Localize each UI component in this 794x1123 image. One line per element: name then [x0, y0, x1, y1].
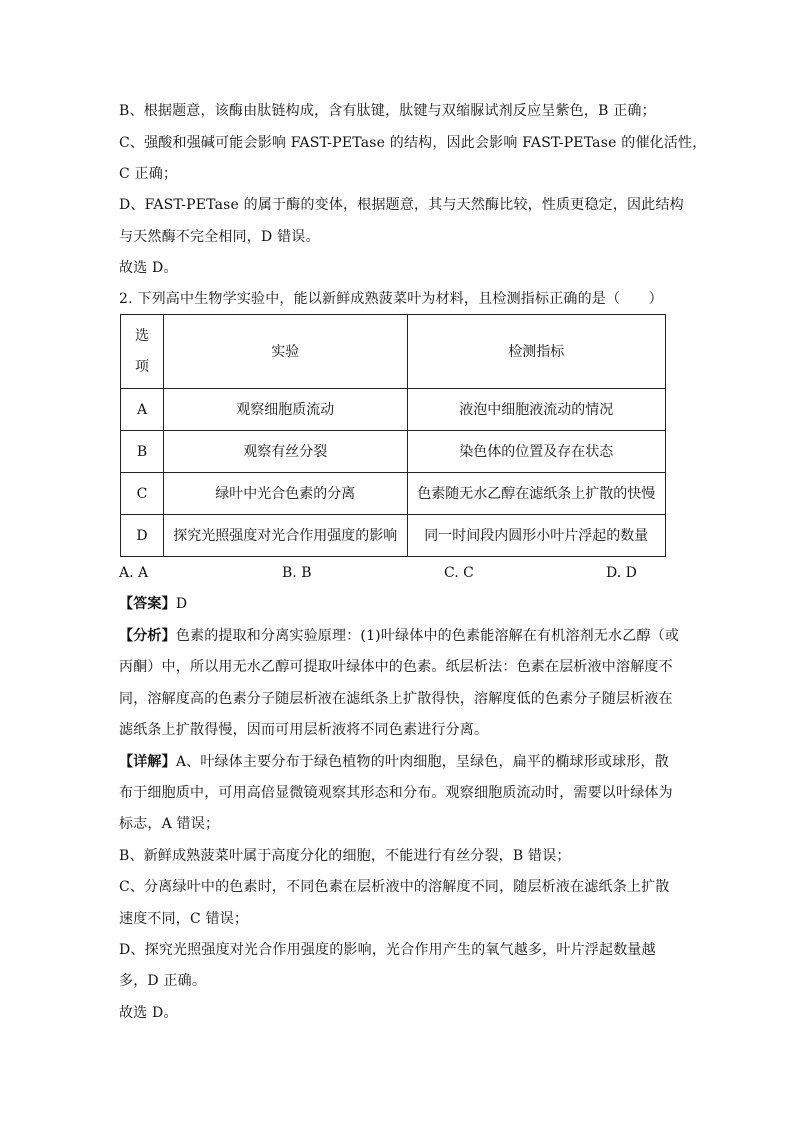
- table-cell-option: D: [121, 515, 164, 557]
- detail-conclusion: 故选 D。: [119, 1005, 178, 1021]
- detail-line-2: 布于细胞质中，可用高倍显微镜观察其形态和分布。观察细胞质流动时，需要以叶绿体为: [119, 785, 673, 801]
- table-cell-indicator: 染色体的位置及存在状态: [407, 431, 665, 473]
- analysis-line-2: 丙酮）中，所以用无水乙醇可提取叶绿体中的色素。纸层析法：色素在层析液中溶解度不: [119, 659, 673, 675]
- detail-line-4: B、新鲜成熟菠菜叶属于高度分化的细胞，不能进行有丝分裂，B 错误；: [119, 848, 571, 864]
- paragraph-b-explanation: B、根据题意，该酶由肽链构成，含有肽键，肽键与双缩脲试剂反应呈紫色，B 正确；: [119, 103, 656, 119]
- option-b: B. B: [282, 565, 312, 581]
- analysis-label: 【分析】: [119, 628, 176, 644]
- paragraph-conclusion-1: 故选 D。: [119, 260, 178, 276]
- detail-line-3: 标志，A 错误；: [119, 816, 220, 832]
- question-stem: 2. 下列高中生物学实验中，能以新鲜成熟菠菜叶为材料，且检测指标正确的是（ ）: [119, 291, 663, 307]
- option-a: A. A: [119, 565, 149, 581]
- table-row: [121, 473, 666, 515]
- table-header-option: 选项: [121, 315, 164, 389]
- table-cell-indicator: 色素随无水乙醇在滤纸条上扩散的快慢: [407, 473, 665, 515]
- table-cell-experiment: 观察有丝分裂: [164, 431, 407, 473]
- table-cell-experiment: 观察细胞质流动: [164, 389, 407, 431]
- option-d: D. D: [606, 565, 637, 581]
- answer-line: [119, 594, 679, 614]
- table-row: [121, 515, 666, 557]
- detail-line-7: D、探究光照强度对光合作用强度的影响，光合作用产生的氧气越多，叶片浮起数量越: [119, 942, 656, 958]
- analysis-line-1: 【分析】色素的提取和分离实验原理：(1)叶绿体中的色素能溶解在有机溶剂无水乙醇（或: [119, 628, 680, 644]
- table-cell-indicator: 液泡中细胞液流动的情况: [407, 389, 665, 431]
- analysis-line-4: 滤纸条上扩散得慢，因而可用层析液将不同色素进行分离。: [119, 722, 489, 738]
- answer-value: D: [175, 596, 188, 612]
- analysis-line-3: 同，溶解度高的色素分子随层析液在滤纸条上扩散得快，溶解度低的色素分子随层析液在: [119, 691, 673, 707]
- table-cell-option: C: [121, 473, 164, 515]
- answer-options: [0, 563, 794, 583]
- paragraph-c-explanation-line2: C 正确；: [119, 166, 178, 182]
- table-row: [121, 431, 666, 473]
- table-row: [121, 389, 666, 431]
- table-header-experiment: 实验: [164, 315, 407, 389]
- table-header-indicator: 检测指标: [407, 315, 665, 389]
- table-header-row: [121, 315, 666, 389]
- table-cell-experiment: 绿叶中光合色素的分离: [164, 473, 407, 515]
- paragraph-d-explanation-line2: 与天然酶不完全相同，D 错误。: [119, 229, 320, 245]
- paragraph-c-explanation-line1: C、强酸和强碱可能会影响 FAST-PETase 的结构，因此会影响 FAST-PETase 的催化活性，: [119, 135, 707, 151]
- detail-line-6: 速度不同，C 错误；: [119, 911, 249, 927]
- option-c: C. C: [444, 565, 474, 581]
- table-cell-experiment: 探究光照强度对光合作用强度的影响: [164, 515, 407, 557]
- paragraph-d-explanation-line1: D、FAST-PETase 的属于酶的变体，根据题意，其与天然酶比较，性质更稳定，因此结构: [119, 197, 684, 213]
- question-table: [120, 314, 666, 557]
- detail-line-1: 【详解】A、叶绿体主要分布于绿色植物的叶肉细胞，呈绿色，扁平的椭球形或球形，散: [119, 754, 669, 770]
- detail-label: 【详解】: [119, 754, 176, 770]
- table-cell-indicator: 同一时间段内圆形小叶片浮起的数量: [407, 515, 665, 557]
- detail-line-5: C、分离绿叶中的色素时，不同色素在层析液中的溶解度不同，随层析液在滤纸条上扩散: [119, 879, 670, 895]
- table-cell-option: A: [121, 389, 164, 431]
- table-cell-option: B: [121, 431, 164, 473]
- detail-line-8: 多，D 正确。: [119, 973, 207, 989]
- answer-label: 【答案】: [119, 596, 176, 612]
